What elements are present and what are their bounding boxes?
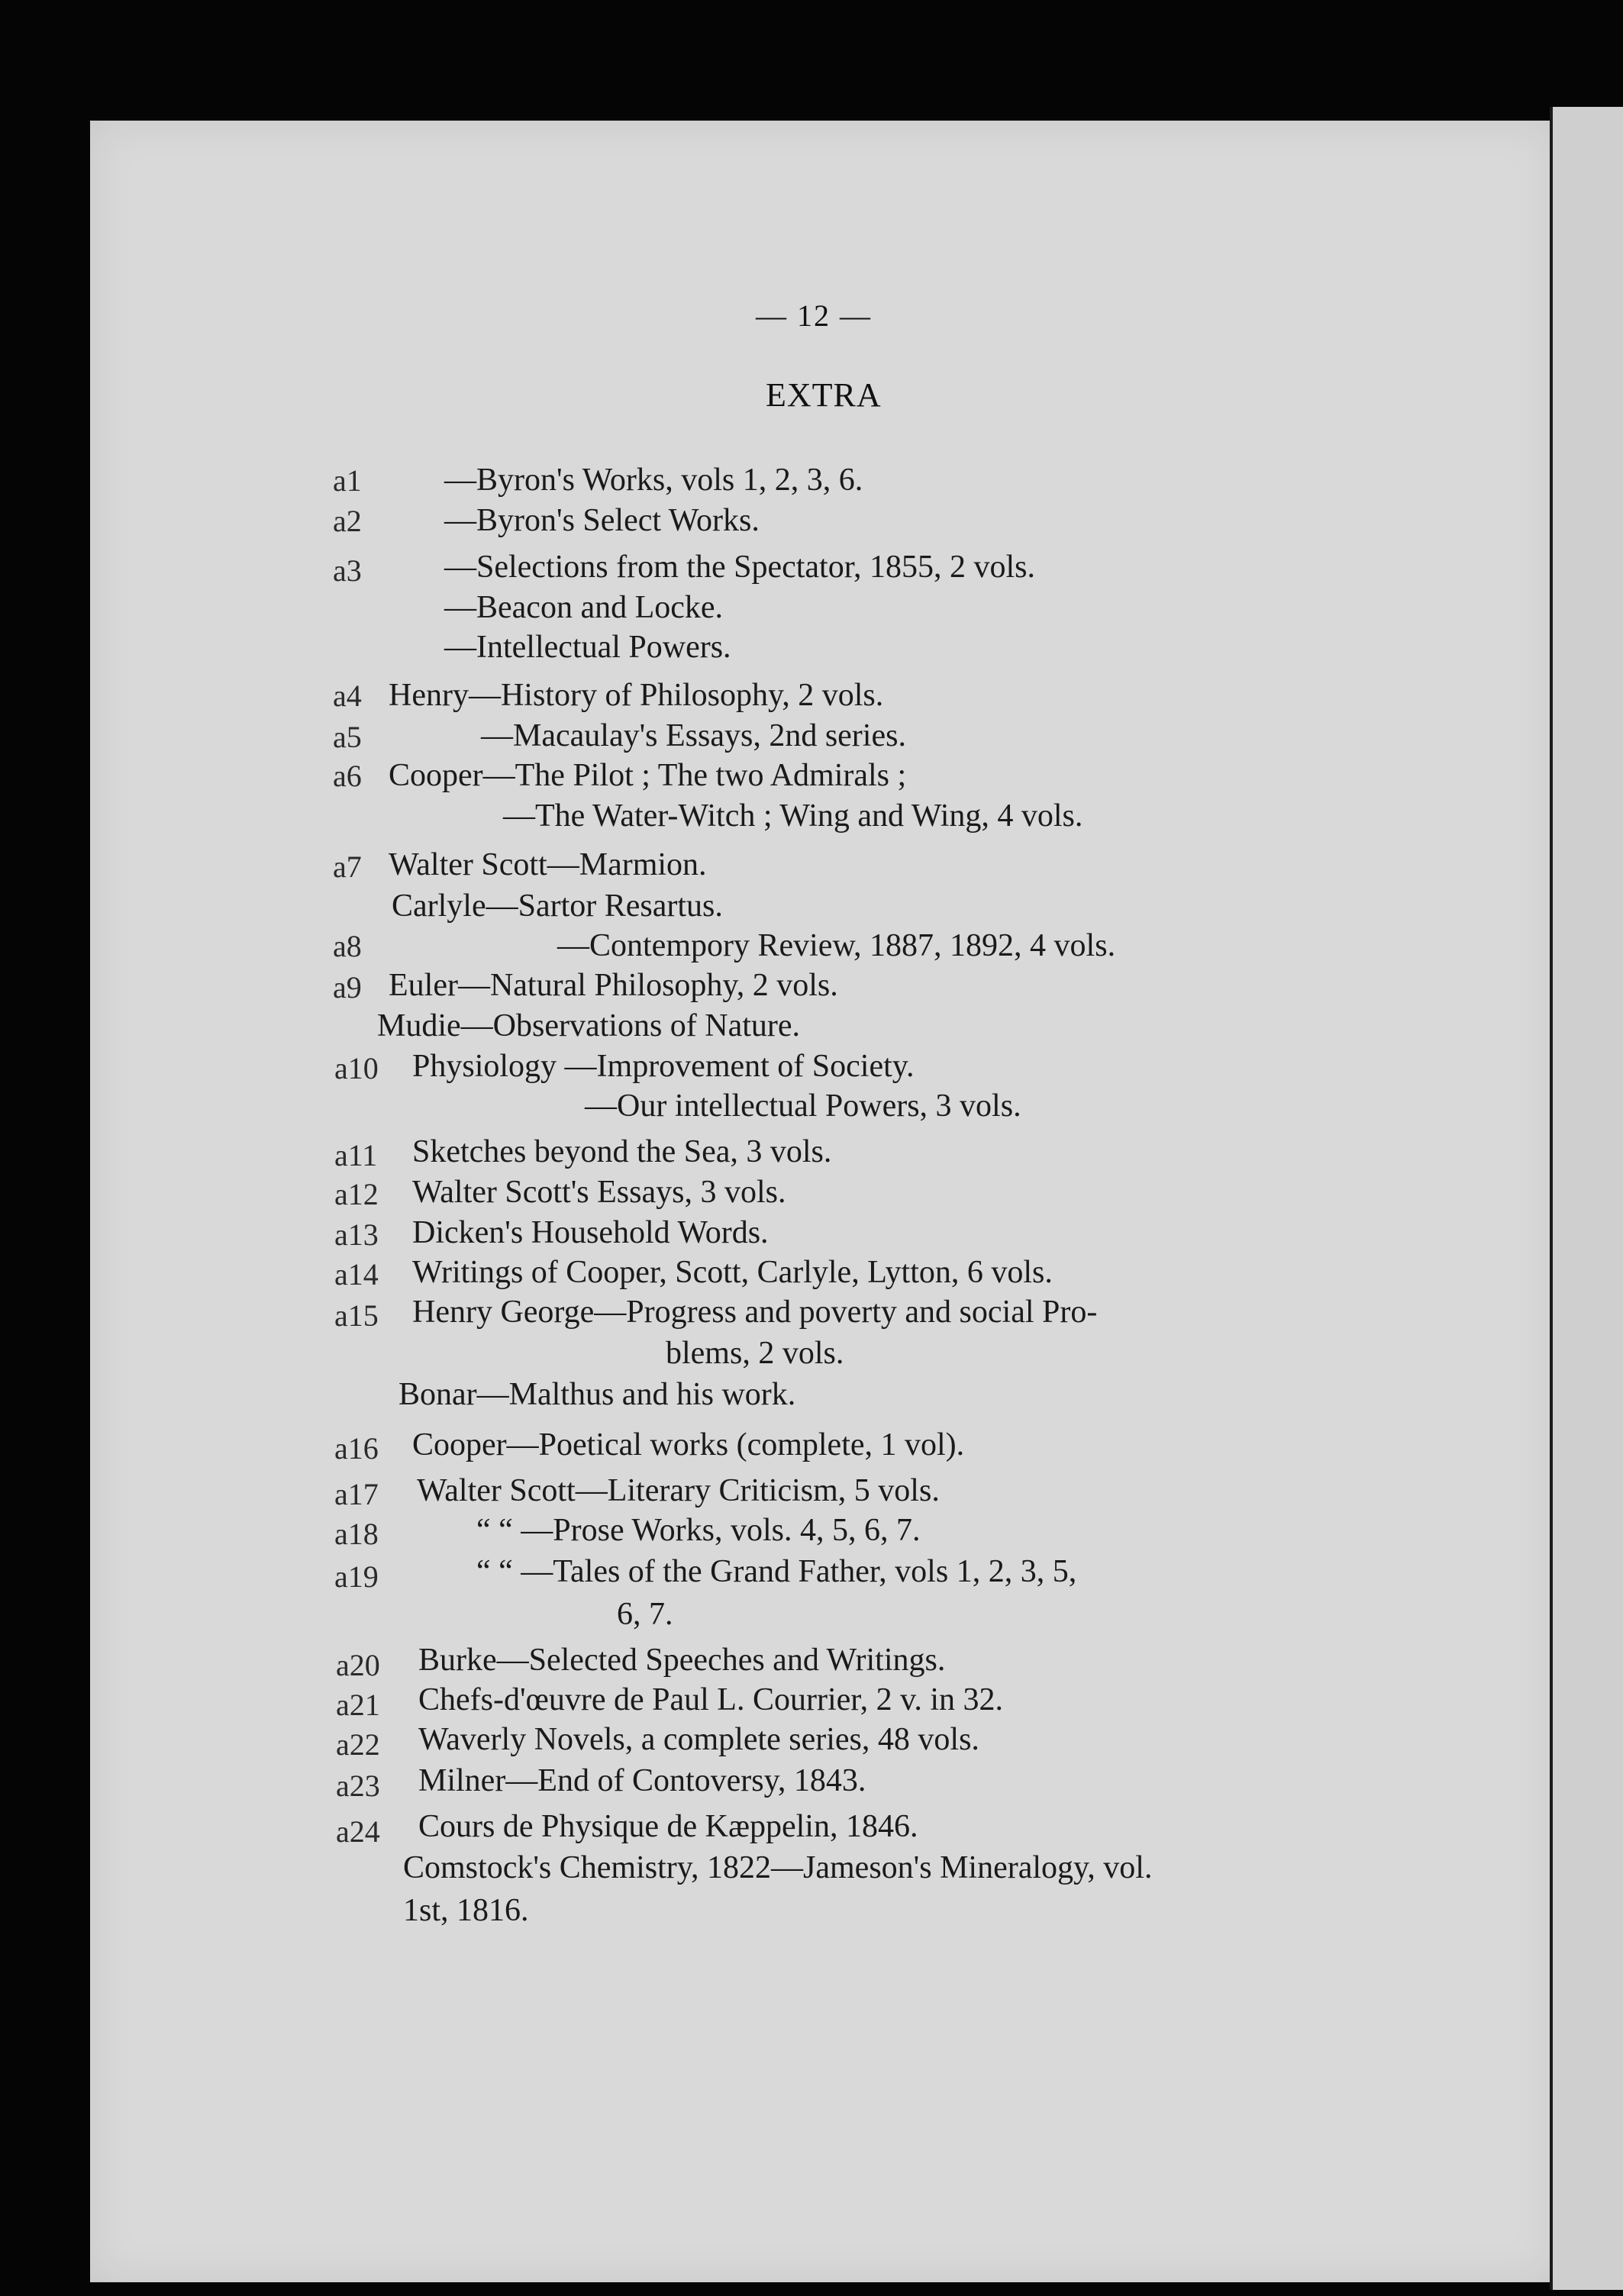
entry-code: a1 (333, 463, 362, 498)
entry-line: Walter Scott's Essays, 3 vols. (412, 1175, 786, 1210)
entry-code: a4 (333, 679, 362, 713)
entry-line: —Byron's Works, vols 1, 2, 3, 6. (444, 463, 863, 498)
entry-code: a18 (334, 1517, 379, 1551)
entry-line: —Macaulay's Essays, 2nd series. (481, 718, 906, 753)
entry-line: “ “ —Tales of the Grand Father, vols 1, 2, 3, 5, (476, 1554, 1077, 1589)
entry-line: blems, 2 vols. (666, 1336, 844, 1371)
entry-line: Walter Scott—Literary Criticism, 5 vols. (417, 1473, 940, 1508)
entry-line: Walter Scott—Marmion. (389, 847, 707, 882)
section-heading: EXTRA (766, 376, 882, 414)
entry-code: a24 (336, 1814, 380, 1849)
entry-line: Cours de Physique de Kæppelin, 1846. (418, 1809, 918, 1844)
entry-code: a14 (334, 1257, 379, 1292)
entry-line: Henry George—Progress and poverty and social Pro- (412, 1295, 1098, 1330)
entry-code: a6 (333, 759, 362, 793)
entry-code: a21 (336, 1688, 380, 1722)
entry-code: a13 (334, 1217, 379, 1252)
entry-code: a19 (334, 1559, 379, 1594)
entry-code: a9 (333, 970, 362, 1004)
entry-line: Chefs-d'œuvre de Paul L. Courrier, 2 v. in 32. (418, 1682, 1004, 1717)
entry-code: a11 (334, 1138, 378, 1172)
entry-code: a20 (336, 1648, 380, 1682)
entry-line: Writings of Cooper, Scott, Carlyle, Lytton, 6 vols. (412, 1255, 1053, 1290)
entry-line: Comstock's Chemistry, 1822—Jameson's Mineralogy, vol. (403, 1850, 1153, 1885)
entry-line: 6, 7. (617, 1597, 673, 1632)
entry-line: “ “ —Prose Works, vols. 4, 5, 6, 7. (476, 1513, 921, 1548)
catalogue-page (90, 121, 1557, 2282)
entry-code: a5 (333, 720, 362, 754)
entry-line: Cooper—The Pilot ; The two Admirals ; (389, 758, 907, 793)
entry-line: Cooper—Poetical works (complete, 1 vol). (412, 1427, 965, 1462)
entry-code: a15 (334, 1298, 379, 1333)
entry-line: Euler—Natural Philosophy, 2 vols. (389, 968, 838, 1003)
entry-code: a17 (334, 1477, 379, 1511)
entry-line: —The Water-Witch ; Wing and Wing, 4 vols. (503, 798, 1083, 834)
entry-code: a23 (336, 1769, 380, 1803)
entry-line: Burke—Selected Speeches and Writings. (418, 1643, 946, 1678)
entry-code: a3 (333, 553, 362, 588)
entry-line: Milner—End of Contoversy, 1843. (418, 1763, 866, 1798)
facing-page-edge (1550, 107, 1623, 2290)
entry-line: Carlyle—Sartor Resartus. (392, 888, 723, 924)
entry-code: a8 (333, 929, 362, 963)
entry-line: Henry—History of Philosophy, 2 vols. (389, 678, 884, 713)
entry-line: —Our intellectual Powers, 3 vols. (585, 1088, 1021, 1124)
entry-line: Physiology —Improvement of Society. (412, 1049, 915, 1084)
entry-code: a7 (333, 850, 362, 884)
entry-line: Mudie—Observations of Nature. (377, 1008, 801, 1043)
entry-line: —Beacon and Locke. (444, 590, 724, 625)
entry-line: Waverly Novels, a complete series, 48 vols. (418, 1722, 979, 1757)
entry-line: —Selections from the Spectator, 1855, 2 vols. (444, 550, 1036, 585)
page-number: — 12 — (756, 298, 872, 333)
entry-line: Bonar—Malthus and his work. (398, 1377, 796, 1412)
entry-line: 1st, 1816. (403, 1893, 529, 1928)
entry-line: —Byron's Select Works. (444, 503, 760, 538)
entry-line: —Intellectual Powers. (444, 630, 731, 665)
entry-code: a12 (334, 1177, 379, 1211)
entry-line: —Contempory Review, 1887, 1892, 4 vols. (557, 928, 1116, 963)
entry-line: Sketches beyond the Sea, 3 vols. (412, 1134, 832, 1169)
entry-code: a2 (333, 504, 362, 538)
entry-code: a16 (334, 1431, 379, 1466)
entry-code: a10 (334, 1051, 379, 1085)
entry-line: Dicken's Household Words. (412, 1215, 769, 1250)
entry-code: a22 (336, 1727, 380, 1762)
